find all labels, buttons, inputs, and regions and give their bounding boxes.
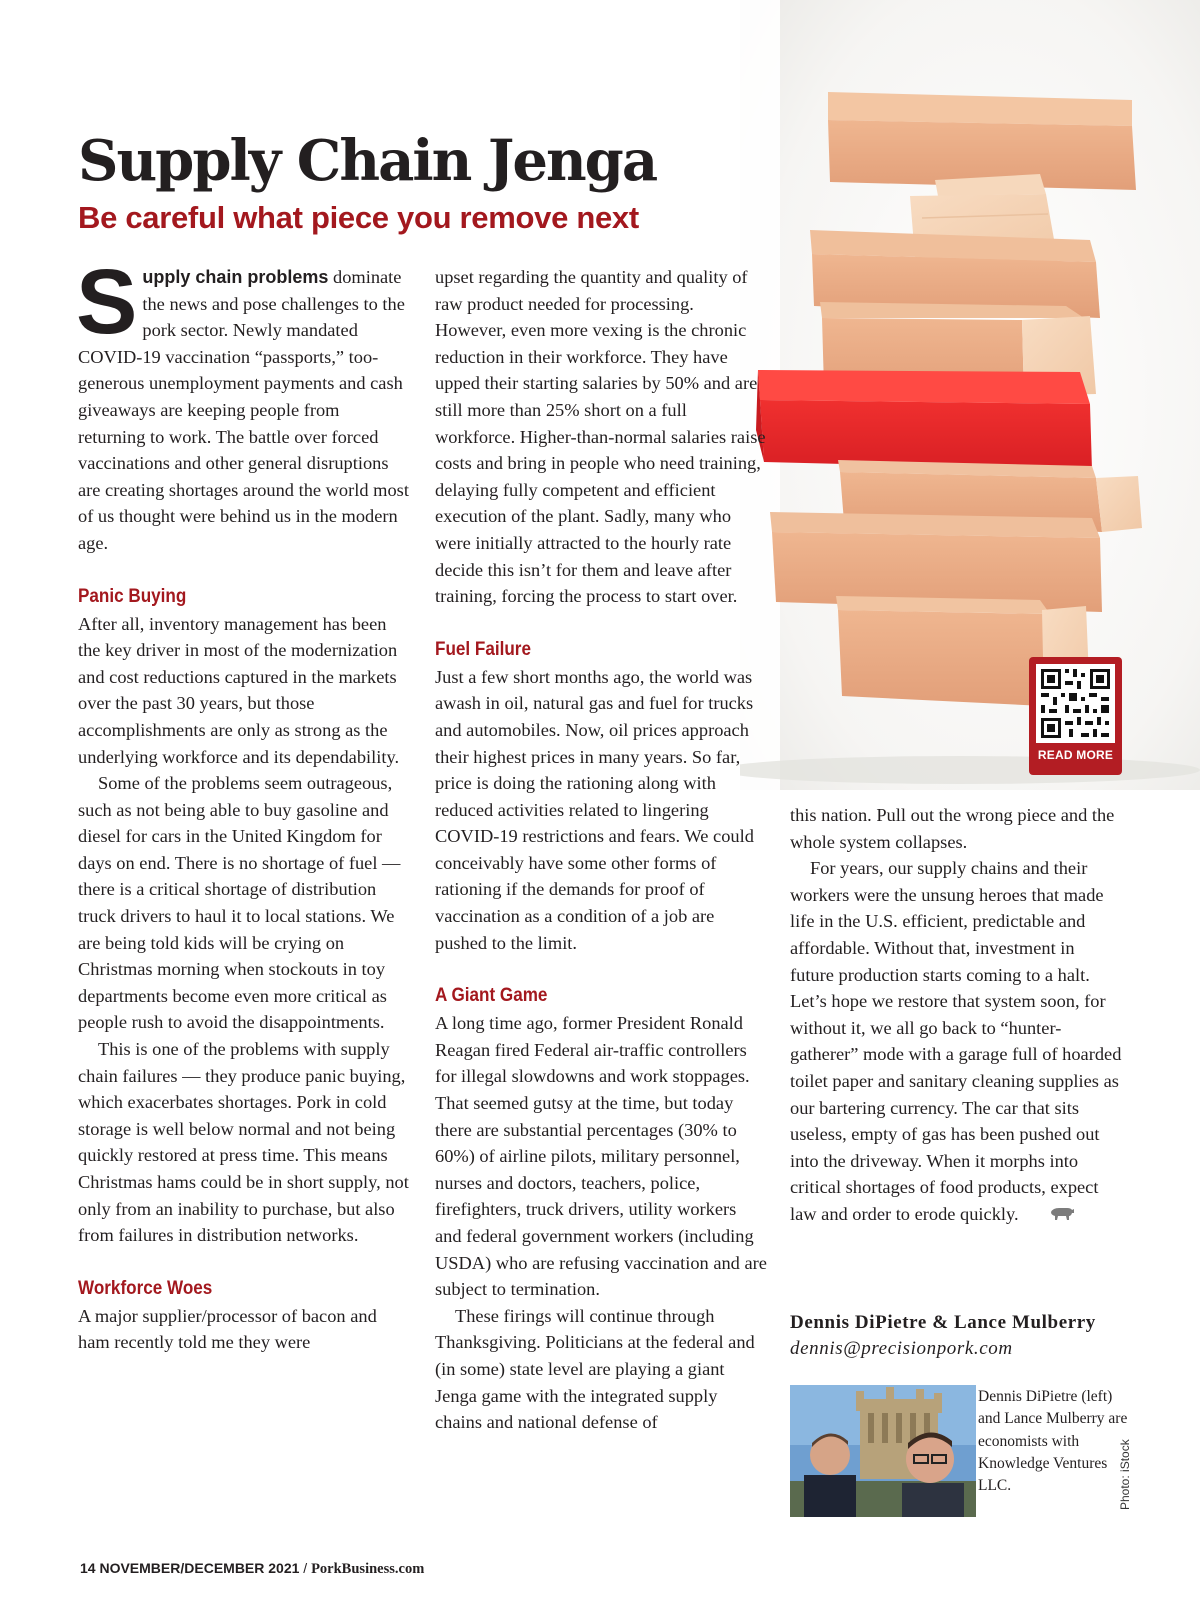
- photo-caption: Dennis DiPietre (left) and Lance Mulberry are economists with Knowledge Ventures LLC.: [978, 1388, 1128, 1495]
- lead-in-text: upply chain problems: [142, 267, 329, 287]
- issue-date: NOVEMBER/DECEMBER 2021: [99, 1560, 300, 1576]
- intro-paragraph: Supply chain problems dominate the news and pose challenges to the pork sector. Newly mandated COVID-19 vaccination “passports,” too-generous unemployment payments and cash giveaways are keeping people from returning to work. The battle over forced vaccinations and other general disruptions are creating shortages around the world most of us thought were behind us in the modern age.: [76, 251, 409, 553]
- paragraph: For years, our supply chains and their workers were the unsung heroes that made life in the U.S. efficient, predictable and affordable. Without that, investment in future production starts coming to a halt. Let’s hope we restore that system soon, for without it, we all go back to “hunter-gatherer” mode with a garage full of hoarded toilet paper and sanitary cleaning supplies as our bartering currency. The car that sits useless, empty of gas has been pushed out into the driveway. When it morphs into critical shortages of food products, expect law and order to erode quickly.: [790, 855, 1122, 1229]
- paragraph: Some of the problems seem outrageous, such as not being able to buy gasoline and diesel for cars in the United Kingdom for days on end. There is no shortage of fuel — there is a critical shortage of distribution truck drivers to haul it to local stations. We are being told kids will be crying on Christmas morning when stockouts in toy departments become even more critical as people rush to avoid the disappointments.: [78, 773, 401, 1033]
- article-subtitle: Be careful what piece you remove next: [78, 200, 639, 235]
- heading-fuel-failure: Fuel Failure: [435, 638, 531, 660]
- paragraph: upset regarding the quantity and quality of raw product needed for processing. However, even more vexing is the chronic reduction in their workforce. They have upped their starting salaries by 50% and are still more than 25% short on a full workforce. Higher-than-normal salaries raise costs and bring in people who need training, delaying fully competent and efficient execution of the plant. Sadly, many who were initially attracted to the hourly rate decide this isn’t for them and leave after training, forcing the process to start over.: [435, 267, 766, 607]
- drop-cap: S: [76, 251, 138, 353]
- byline-authors: Dennis DiPietre & Lance Mulberry: [790, 1312, 1096, 1333]
- paragraph: this nation. Pull out the wrong piece and the whole system collapses.: [790, 805, 1115, 852]
- paragraph: A long time ago, former President Ronald Reagan fired Federal air-traffic controllers for illegal slowdowns and work stoppages. That seemed gutsy at the time, but today there are substantial percentages (30% to 60%) of airline pilots, military personnel, nurses and doctors, teachers, police, firefighters, truck drivers, utility workers and federal government workers (including USDA) who are refusing vaccination and are subject to termination.: [435, 1013, 767, 1300]
- qr-read-more-label: READ MORE: [1037, 748, 1114, 762]
- heading-a-giant-game: A Giant Game: [435, 985, 548, 1007]
- paragraph: These firings will continue through Thanksgiving. Politicians at the federal and (in some) state level are playing a giant Jenga game with the integrated supply chains and national defense of: [435, 1305, 755, 1433]
- photo-credit: Photo: iStock: [1118, 1439, 1132, 1510]
- authors-photo: [790, 1385, 976, 1517]
- page-folio: [80, 1560, 424, 1578]
- article-title: Supply Chain Jenga: [78, 128, 657, 194]
- article-column-1: [76, 251, 410, 1356]
- heading-panic-buying: Panic Buying: [78, 585, 187, 607]
- page-number: 14: [80, 1560, 96, 1576]
- heading-workforce-woes: Workforce Woes: [78, 1277, 213, 1299]
- paragraph: Just a few short months ago, the world was awash in oil, natural gas and fuel for trucks and automobiles. Now, oil prices approach their highest prices in many years. So far, price is doing the rationing along with reduced activities related to lingering COVID-19 restrictions and fears. We could conceivably have some other forms of rationing if the demands for proof of vaccination as a condition of a job are pushed to the limit.: [435, 666, 754, 953]
- jenga-blocks-image: [740, 0, 1200, 790]
- article-column-3: [790, 802, 1122, 1229]
- pig-icon: [1029, 1202, 1075, 1229]
- paragraph: This is one of the problems with supply chain failures — they produce panic buying, which exacerbates shortages. Pork in cold storage is well below normal and not being quickly restored at press time. This means Christmas hams could be in short supply, not only from an inability to purchase, but also from failures in distribution networks.: [78, 1039, 409, 1246]
- paragraph: A major supplier/processor of bacon and ham recently told me they were: [78, 1305, 377, 1353]
- folio-separator: /: [303, 1560, 308, 1576]
- site-name: PorkBusiness.com: [311, 1561, 425, 1577]
- article-column-2: [435, 264, 767, 1436]
- byline-email: dennis@precisionpork.com: [790, 1338, 1013, 1359]
- paragraph: After all, inventory management has been the key driver in most of the modernization and cost reductions captured in the markets over the past 30 years, but those accomplishments are only as strong as the underlying workforce and its dependability.: [78, 613, 400, 767]
